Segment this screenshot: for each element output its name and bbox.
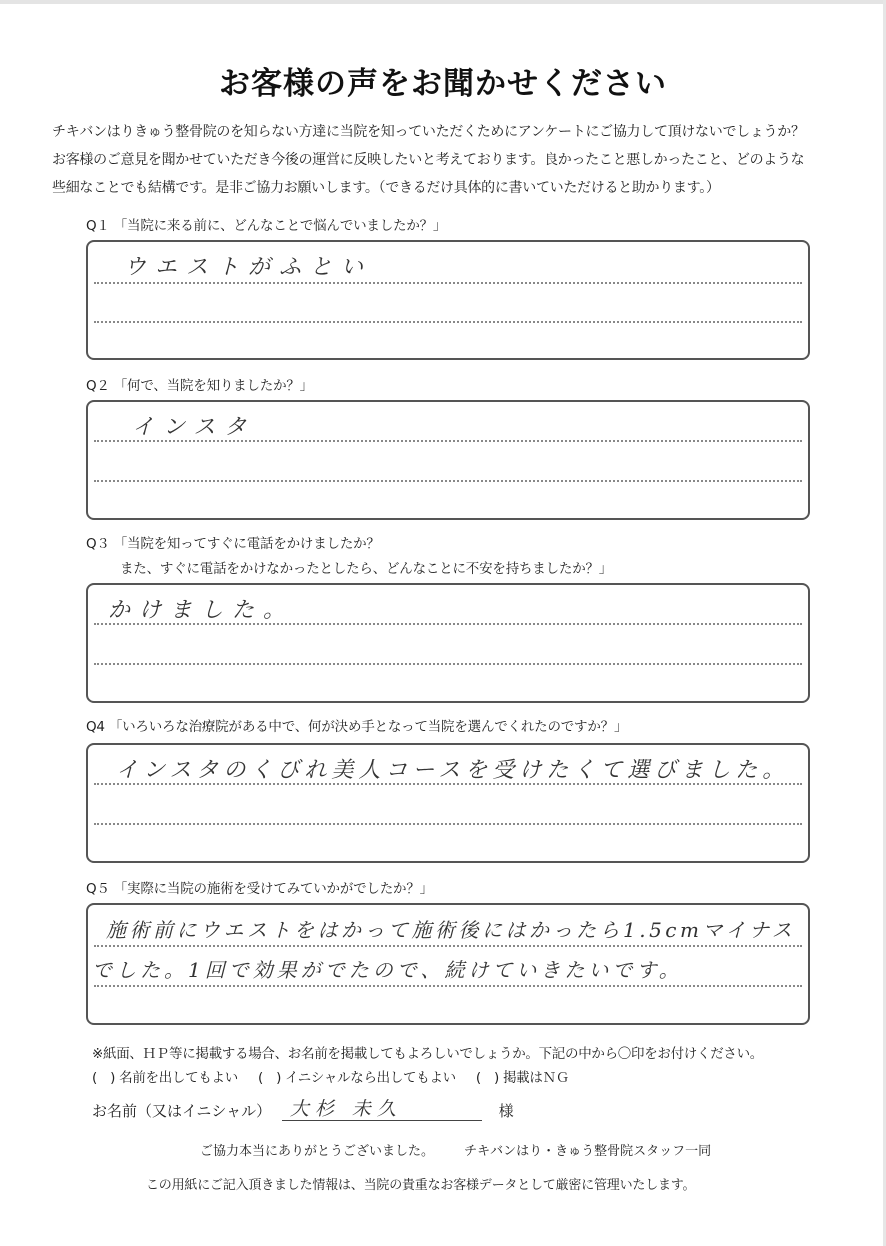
- thanks-text: ご協力本当にありがとうございました。: [200, 1144, 435, 1159]
- thanks-line: [200, 1140, 711, 1159]
- name-input[interactable]: [282, 1100, 482, 1121]
- consent-option-initials-ok[interactable]: ( ) イニシャルなら出してもよい: [257, 1070, 456, 1086]
- question-4: [86, 715, 627, 735]
- consent-options: [92, 1066, 763, 1090]
- ruled-line: [94, 282, 802, 284]
- intro-text: [52, 118, 852, 202]
- handwritten-answer: インスタ: [132, 415, 256, 440]
- name-field-row: [92, 1100, 514, 1121]
- answer-box-5[interactable]: [86, 903, 810, 1025]
- name-value: 大杉 未久: [289, 1098, 402, 1120]
- question-number: Q１: [86, 218, 110, 234]
- intro-line: お客様のご意見を聞かせていただき今後の運営に反映したいと考えております。良かったこと悪しかったこと、どのような: [52, 152, 805, 168]
- question-5: [86, 877, 433, 897]
- consent-option-name-ok[interactable]: ( ) 名前を出してもよい: [92, 1070, 238, 1086]
- publication-consent: [92, 1042, 763, 1090]
- ruled-line: [94, 985, 802, 987]
- question-number: Q３: [86, 536, 110, 552]
- question-text: 「当院に来る前に、どんなことで悩んでいましたか？」: [113, 218, 447, 234]
- handwritten-answer: でした。1回で効果がでたので、続けていきたいです。: [92, 958, 683, 982]
- answer-box-1[interactable]: [86, 240, 810, 360]
- question-1: [86, 214, 446, 234]
- answer-box-2[interactable]: [86, 400, 810, 520]
- consent-note: ※紙面、ＨＰ等に掲載する場合、お名前を掲載してもよろしいでしょうか。下記の中から〇印をお付けください。: [92, 1046, 764, 1062]
- ruled-line: [94, 823, 802, 825]
- ruled-line: [94, 945, 802, 947]
- ruled-line: [94, 321, 802, 323]
- question-text: 「何で、当院を知りましたか？」: [113, 378, 313, 394]
- intro-line: 些細なことでも結構です。是非ご協力お願いします。（できるだけ具体的に書いていただけると助かります。）: [52, 180, 720, 196]
- handwritten-answer: 施術前にウエストをはかって施術後にはかったら1.5cmマイナス: [106, 918, 796, 942]
- question-text: 「いろいろな治療院がある中で、何が決め手となって当院を選んでくれたのですか？」: [108, 719, 628, 735]
- page-title: お客様の声をお聞かせください: [219, 66, 667, 102]
- ruled-line: [94, 663, 802, 665]
- privacy-note: この用紙にご記入頂きました情報は、当院の貴重なお客様データとして厳密に管理いたします。: [146, 1178, 696, 1193]
- question-3: [86, 532, 612, 577]
- staff-signature: チキバンはり・きゅう整骨院スタッフ一同: [464, 1144, 712, 1159]
- question-2: [86, 374, 313, 394]
- handwritten-answer: インスタのくびれ美人コースを受けたくて選びました。: [116, 758, 790, 783]
- question-number: Q５: [86, 881, 110, 897]
- name-label: お名前（又はイニシャル）: [92, 1102, 272, 1120]
- question-text: 「当院を知ってすぐに電話をかけましたか？: [113, 536, 380, 552]
- answer-box-3[interactable]: [86, 583, 810, 703]
- consent-option-ng[interactable]: ( ) 掲載はＮＧ: [475, 1070, 569, 1086]
- ruled-line: [94, 480, 802, 482]
- name-suffix: 様: [498, 1102, 514, 1120]
- question-subtext: また、すぐに電話をかけなかったとしたら、どんなことに不安を持ちましたか？」: [120, 561, 613, 577]
- question-number: Q２: [86, 378, 110, 394]
- intro-line: チキバンはりきゅう整骨院のを知らない方達に当院を知っていただくためにアンケートにご協力して頂けないでしょうか？: [52, 124, 805, 140]
- handwritten-answer: ウエストがふとい: [124, 255, 373, 280]
- question-number: Q4: [86, 719, 105, 735]
- handwritten-answer: かけました。: [108, 598, 295, 623]
- page-top-edge: [0, 0, 886, 4]
- question-text: 「実際に当院の施術を受けてみていかがでしたか？」: [113, 881, 433, 897]
- answer-box-4[interactable]: [86, 743, 810, 863]
